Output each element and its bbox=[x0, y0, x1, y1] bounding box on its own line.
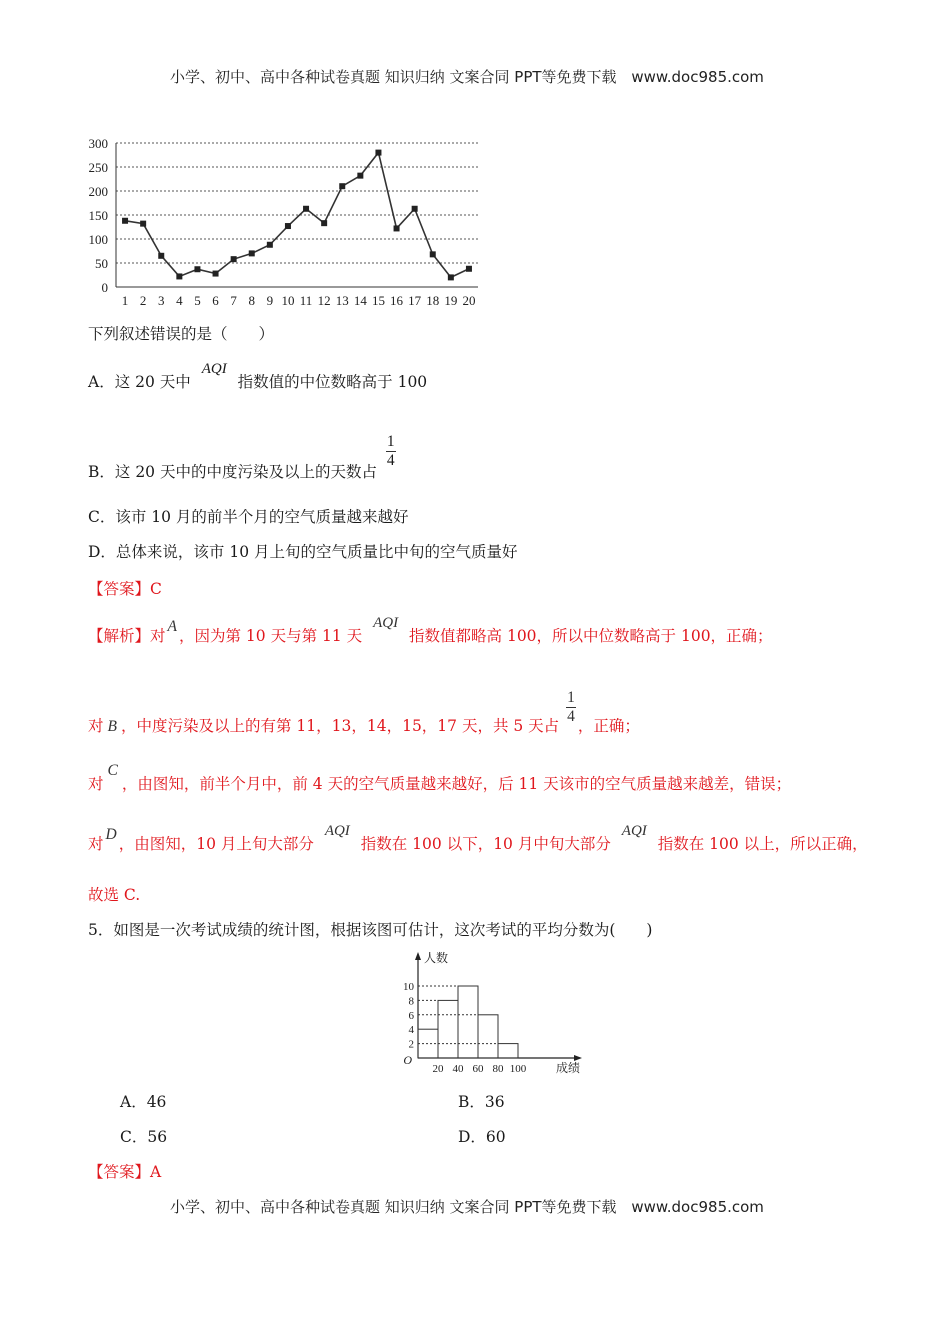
y-tick-label: 150 bbox=[88, 208, 108, 223]
analysis-line-3 bbox=[88, 762, 792, 795]
q5-option-c: C．56 bbox=[120, 1128, 168, 1146]
data-point bbox=[339, 183, 345, 189]
y-tick-label: 50 bbox=[95, 256, 108, 271]
answer-value: C bbox=[150, 580, 162, 598]
page-header bbox=[170, 66, 764, 87]
page-footer bbox=[170, 1196, 764, 1217]
fraction-denominator: 4 bbox=[386, 452, 395, 469]
origin-label: O bbox=[403, 1053, 412, 1067]
option-a-label: A．这 20 天中 bbox=[88, 373, 191, 391]
data-point bbox=[285, 223, 291, 229]
y-tick-label: 300 bbox=[88, 136, 108, 151]
y-tick-label: 200 bbox=[88, 184, 108, 199]
y-tick-label: 100 bbox=[88, 232, 108, 247]
var-b: B bbox=[107, 718, 117, 735]
footer-text: 小学、初中、高中各种试卷真题 知识归纳 文案合同 PPT等免费下载 bbox=[170, 1198, 617, 1216]
q5-option-d: D．60 bbox=[458, 1128, 506, 1146]
y-tick-label: 8 bbox=[408, 995, 414, 1008]
histogram-bar bbox=[498, 1044, 518, 1058]
option-b-label: B．这 20 天中的中度污染及以上的天数占 bbox=[88, 463, 377, 481]
fraction-numerator: 1 bbox=[386, 433, 395, 450]
data-point bbox=[122, 218, 128, 224]
x-tick-label: 13 bbox=[335, 293, 349, 308]
fraction-quarter bbox=[566, 690, 576, 725]
analysis-line-4 bbox=[88, 823, 868, 855]
data-point bbox=[466, 266, 472, 272]
footer-site: www.doc985.com bbox=[631, 1198, 764, 1216]
q4-option-b bbox=[88, 433, 396, 482]
y-tick-label: 0 bbox=[101, 280, 108, 295]
var-d: D bbox=[105, 826, 117, 843]
q4-option-d: D．总体来说，该市 10 月上旬的空气质量比中旬的空气质量好 bbox=[88, 543, 518, 561]
analysis-text: 对 bbox=[88, 835, 104, 853]
analysis-text: 对 bbox=[88, 775, 104, 793]
y-tick-label: 10 bbox=[403, 981, 414, 993]
data-point bbox=[158, 253, 164, 259]
x-tick-label: 9 bbox=[266, 293, 274, 308]
data-point bbox=[357, 173, 363, 179]
x-tick-label: 8 bbox=[248, 293, 255, 308]
x-tick-label: 11 bbox=[299, 293, 313, 308]
aqi-term: AQI bbox=[621, 823, 647, 839]
analysis-line-2 bbox=[88, 689, 640, 737]
score-histogram bbox=[398, 948, 598, 1078]
y-tick-label: 4 bbox=[408, 1024, 414, 1037]
analysis-tag: 【解析】 bbox=[88, 627, 151, 645]
aqi-term: AQI bbox=[324, 823, 350, 839]
x-tick-label: 20 bbox=[462, 293, 476, 308]
fraction-quarter bbox=[386, 434, 396, 469]
x-tick-label: 20 bbox=[432, 1063, 444, 1075]
analysis-text: 指数值都略高 100，所以中位数略高于 100，正确； bbox=[409, 627, 773, 645]
y-tick-label: 250 bbox=[88, 160, 108, 175]
analysis-text: 对 bbox=[150, 627, 166, 645]
data-point bbox=[448, 274, 454, 280]
x-tick-label: 19 bbox=[444, 293, 458, 308]
x-tick-label: 40 bbox=[452, 1063, 464, 1075]
x-tick-label: 15 bbox=[371, 293, 385, 308]
q5-stem: 5．如图是一次考试成绩的统计图，根据该图可估计，这次考试的平均分数为( ) bbox=[88, 921, 653, 939]
aqi-term: AQI bbox=[201, 361, 227, 377]
x-tick-label: 4 bbox=[176, 293, 183, 308]
data-point bbox=[194, 266, 200, 272]
x-tick-label: 10 bbox=[281, 293, 295, 308]
x-tick-label: 60 bbox=[472, 1063, 484, 1075]
data-point bbox=[303, 206, 309, 212]
data-point bbox=[231, 256, 237, 262]
histogram-bar bbox=[478, 1015, 498, 1058]
y-axis-title: 人数 bbox=[424, 951, 449, 965]
q5-answer bbox=[88, 1162, 161, 1182]
x-tick-label: 7 bbox=[230, 293, 237, 308]
var-a: A bbox=[167, 618, 177, 635]
header-text: 小学、初中、高中各种试卷真题 知识归纳 文案合同 PPT等免费下载 bbox=[170, 68, 617, 86]
x-tick-label: 6 bbox=[212, 293, 219, 308]
analysis-text: 指数在 100 以下，10 月中旬大部分 bbox=[360, 835, 611, 853]
q4-prompt: 下列叙述错误的是（ ） bbox=[88, 325, 275, 343]
y-tick-label: 6 bbox=[408, 1009, 414, 1022]
x-tick-label: 80 bbox=[492, 1063, 504, 1075]
x-tick-label: 12 bbox=[317, 293, 331, 308]
q5-option-a: A．46 bbox=[120, 1093, 167, 1111]
q4-answer bbox=[88, 579, 162, 599]
y-axis-arrow-icon bbox=[415, 952, 421, 960]
analysis-text: 对 bbox=[88, 717, 104, 735]
data-point bbox=[140, 221, 146, 227]
aqi-line-chart bbox=[86, 133, 486, 311]
data-point bbox=[213, 271, 219, 277]
answer-tag: 【答案】 bbox=[88, 1163, 151, 1181]
fraction-denominator: 4 bbox=[567, 708, 575, 725]
analysis-text: ，由图知，10 月上旬大部分 bbox=[118, 835, 314, 853]
analysis-text: ，由图知，前半个月中，前 4 天的空气质量越来越好，后 11 天该市的空气质量越来越差，错误； bbox=[121, 775, 792, 793]
analysis-line-1 bbox=[88, 615, 773, 647]
data-point bbox=[321, 220, 327, 226]
x-tick-label: 14 bbox=[353, 293, 367, 308]
answer-value: A bbox=[150, 1163, 162, 1181]
data-point bbox=[176, 273, 182, 279]
x-axis-title: 成绩 bbox=[555, 1061, 581, 1075]
answer-tag: 【答案】 bbox=[88, 580, 151, 598]
histogram-bar bbox=[458, 986, 478, 1058]
fraction-numerator: 1 bbox=[567, 689, 575, 706]
q4-option-a bbox=[88, 361, 428, 393]
analysis-text: ，因为第 10 天与第 11 天 bbox=[179, 627, 363, 645]
analysis-line-5: 故选 C. bbox=[88, 886, 141, 904]
header-site: www.doc985.com bbox=[631, 68, 764, 86]
x-tick-label: 17 bbox=[408, 293, 422, 308]
data-point bbox=[412, 206, 418, 212]
q4-option-c: C．该市 10 月的前半个月的空气质量越来越好 bbox=[88, 508, 409, 526]
x-tick-label: 2 bbox=[139, 293, 147, 308]
x-tick-label: 16 bbox=[390, 293, 404, 308]
analysis-text: ，正确； bbox=[577, 717, 640, 735]
data-point bbox=[249, 250, 255, 256]
var-c: C bbox=[107, 762, 118, 779]
y-tick-label: 2 bbox=[408, 1038, 414, 1051]
data-point bbox=[267, 242, 273, 248]
x-tick-label: 1 bbox=[121, 293, 129, 308]
aqi-term: AQI bbox=[373, 615, 399, 631]
analysis-text: 指数在 100 以上，所以正确， bbox=[657, 835, 868, 853]
analysis-text: ，中度污染及以上的有第 11，13，14，15，17 天，共 5 天占 bbox=[120, 717, 560, 735]
x-tick-label: 100 bbox=[509, 1063, 527, 1075]
data-point bbox=[430, 251, 436, 257]
data-point bbox=[394, 225, 400, 231]
x-tick-label: 18 bbox=[426, 293, 440, 308]
x-tick-label: 5 bbox=[194, 293, 201, 308]
option-a-tail: 指数值的中位数略高于 100 bbox=[237, 373, 428, 391]
q5-option-b: B．36 bbox=[458, 1093, 505, 1111]
x-tick-label: 3 bbox=[158, 293, 165, 308]
histogram-bar bbox=[438, 1000, 458, 1058]
data-point bbox=[375, 150, 381, 156]
